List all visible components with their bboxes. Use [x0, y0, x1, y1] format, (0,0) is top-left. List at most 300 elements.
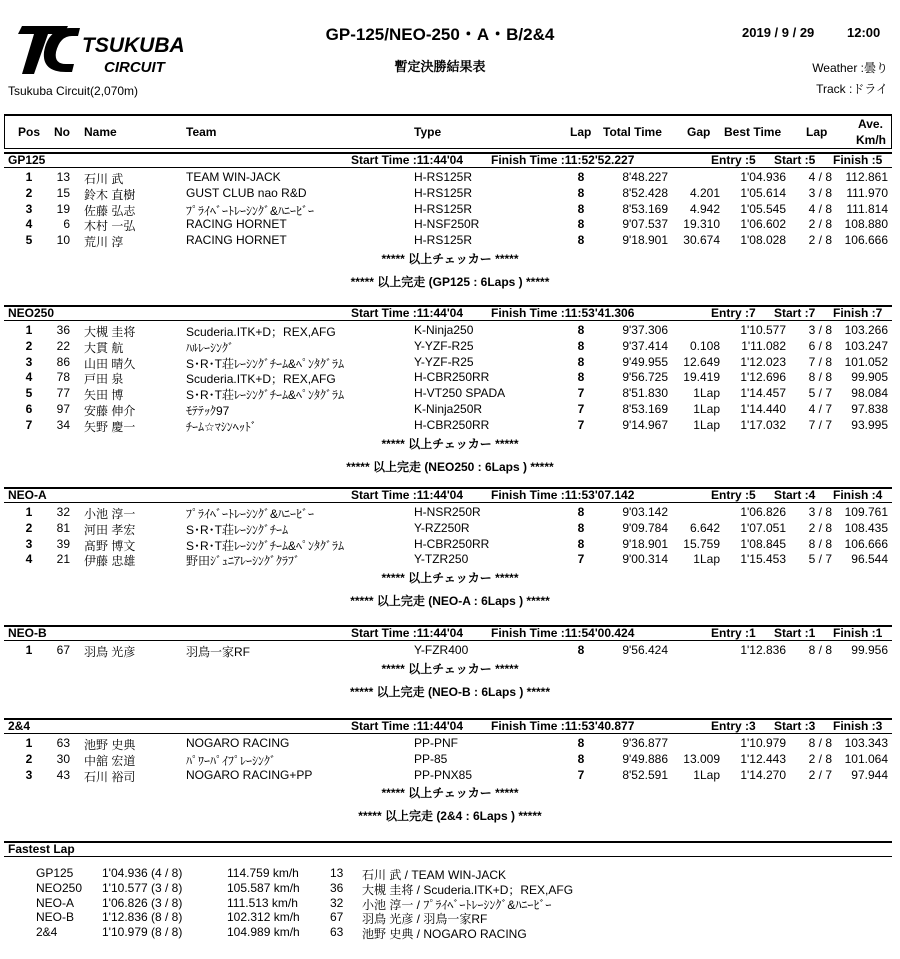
cell-name: 木村 一弘 — [84, 219, 136, 234]
cell-total: 9'37.414 — [622, 338, 668, 353]
fastest-no: 32 — [330, 895, 344, 910]
fastest-lap-row — [0, 896, 900, 910]
cell-blap: 4 / 8 — [808, 170, 832, 184]
table-row — [0, 505, 900, 519]
entry-count: Entry :3 — [711, 719, 756, 733]
cell-type: H-CBR250RR — [414, 370, 490, 385]
fastest-speed: 111.513 km/h — [227, 895, 298, 910]
entry-count: Entry :5 — [711, 153, 756, 167]
cell-best: 1'12.696 — [740, 370, 786, 385]
fastest-rider: 大槻 圭将 / Scuderia.ITK+D；REX,AFG — [362, 882, 574, 897]
cell-team: TEAM WIN-JACK — [186, 170, 281, 184]
fastest-class: NEO-B — [36, 910, 75, 925]
cell-name: 矢野 慶一 — [84, 419, 136, 434]
cell-blap: 4 / 7 — [808, 402, 832, 416]
table-row — [0, 323, 900, 337]
fastest-speed: 102.312 km/h — [227, 910, 300, 925]
fastest-speed: 114.759 km/h — [227, 866, 299, 880]
cell-blap: 6 / 8 — [808, 338, 832, 353]
cell-name: 河田 孝宏 — [84, 522, 136, 537]
finish-time: Finish Time :11:53'40.877 — [491, 719, 635, 733]
cell-type: H-CBR250RR — [414, 417, 490, 432]
checker-note: ***** 以上チェッカー ***** — [381, 661, 519, 676]
table-row — [0, 521, 900, 535]
cell-team: GUST CLUB nao R&D — [186, 185, 307, 200]
cell-total: 9'49.886 — [622, 751, 668, 766]
table-row — [0, 217, 900, 234]
entry-count: Entry :7 — [711, 306, 756, 320]
fastest-class: 2&4 — [36, 925, 58, 940]
cell-blap: 7 / 8 — [808, 354, 832, 369]
cell-gap: 12.649 — [683, 354, 720, 369]
fastest-lap-header — [4, 841, 892, 857]
cell-total: 9'18.901 — [622, 233, 668, 248]
class-header-text — [0, 305, 900, 319]
cell-team: ﾓﾃﾃｯｸ97 — [186, 404, 230, 418]
cell-no: 30 — [56, 751, 70, 766]
cell-lap: 8 — [577, 338, 585, 353]
cell-blap: 2 / 8 — [808, 233, 832, 248]
table-row — [0, 552, 900, 569]
complete-note: ***** 以上完走 (NEO-B : 6Laps ) ***** — [349, 684, 551, 699]
cell-gap: 13.009 — [683, 751, 720, 766]
fastest-lap-row — [0, 925, 900, 942]
col-team: Team — [186, 125, 217, 139]
svg-text:CIRCUIT: CIRCUIT — [104, 59, 165, 76]
cell-total: 9'18.901 — [622, 536, 668, 551]
cell-total: 9'56.424 — [622, 643, 668, 657]
cell-team: ﾌﾟﾗｲﾍﾞｰﾄﾚｰｼﾝｸﾞ&ﾊﾆｰﾋﾞｰ — [186, 507, 315, 521]
col-type: Type — [414, 125, 442, 139]
checker-note: ***** 以上チェッカー ***** — [381, 252, 519, 266]
cell-team: S･R･T荘ﾚｰｼﾝｸﾞﾁｰﾑ&ﾍﾟﾝﾀｸﾞﾗﾑ — [186, 356, 345, 371]
fastest-time: 1'12.836 (8 / 8) — [102, 910, 183, 925]
finish-time: Finish Time :11:54'00.424 — [491, 626, 635, 640]
cell-team: S･R･T荘ﾚｰｼﾝｸﾞﾁｰﾑ — [186, 522, 289, 537]
cell-name: 鈴木 直樹 — [84, 187, 136, 202]
cell-no: 43 — [56, 767, 70, 782]
cell-lap: 8 — [577, 520, 585, 535]
cell-pos: 2 — [25, 751, 33, 766]
cell-team: Scuderia.ITK+D；REX,AFG — [186, 325, 336, 339]
page-subtitle: 暫定決勝結果表 — [394, 59, 486, 74]
cell-best: 1'06.826 — [740, 505, 786, 519]
cell-gap: 0.108 — [689, 338, 720, 353]
cell-name: 大貫 航 — [84, 340, 124, 355]
cell-best: 1'06.602 — [740, 217, 786, 232]
complete-note: ***** 以上完走 (NEO-A : 6Laps ) ***** — [350, 594, 550, 609]
cell-pos: 1 — [25, 323, 33, 337]
cell-pos: 1 — [25, 170, 33, 184]
cell-ave: 101.052 — [844, 354, 888, 369]
finish-count: Finish :3 — [833, 719, 883, 733]
cell-best: 1'17.032 — [740, 417, 786, 432]
cell-ave: 103.266 — [844, 323, 888, 337]
start-count: Start :1 — [774, 626, 816, 640]
table-row — [0, 202, 900, 216]
cell-gap: 1Lap — [693, 767, 720, 782]
checker-note: ***** 以上チェッカー ***** — [381, 571, 519, 586]
cell-type: Y-RZ250R — [414, 520, 470, 535]
cell-name: 伊藤 忠雄 — [84, 554, 136, 569]
cell-ave: 99.956 — [851, 643, 888, 657]
complete-note: ***** 以上完走 (2&4 : 6Laps ) ***** — [358, 809, 542, 824]
cell-pos: 5 — [25, 233, 33, 248]
cell-best: 1'07.051 — [740, 520, 786, 535]
cell-total: 8'52.428 — [622, 185, 668, 200]
class-label: GP125 — [8, 153, 46, 167]
cell-gap: 30.674 — [683, 233, 720, 248]
cell-best: 1'14.457 — [740, 386, 786, 401]
entry-count: Entry :1 — [711, 626, 756, 640]
fastest-class: NEO-A — [36, 895, 75, 910]
cell-no: 15 — [56, 185, 70, 200]
cell-name: 矢田 博 — [84, 388, 124, 403]
fastest-class: NEO250 — [36, 880, 83, 895]
cell-no: 77 — [56, 386, 70, 401]
cell-type: Y-TZR250 — [414, 552, 469, 567]
cell-gap: 6.642 — [689, 520, 720, 535]
cell-best: 1'12.443 — [740, 751, 786, 766]
cell-gap: 4.201 — [689, 185, 720, 200]
cell-ave: 93.995 — [851, 417, 888, 432]
cell-best: 1'12.836 — [740, 643, 786, 657]
finish-count: Finish :4 — [833, 488, 883, 502]
cell-type: H-RS125R — [414, 201, 473, 216]
cell-best: 1'05.545 — [740, 201, 786, 216]
cell-ave: 97.838 — [851, 402, 888, 416]
cell-team: NOGARO RACING+PP — [186, 767, 313, 782]
col-ave: Ave. — [858, 117, 883, 131]
table-row — [0, 339, 900, 353]
cell-pos: 3 — [25, 354, 33, 369]
race-time: 12:00 — [847, 25, 881, 40]
cell-name: 荒川 淳 — [84, 235, 124, 250]
cell-no: 78 — [56, 370, 70, 385]
cell-team: ﾊﾟﾜｰﾊﾟｲﾌﾟﾚｰｼﾝｸﾞ — [186, 753, 277, 768]
cell-team: ﾁｰﾑ☆ﾏｼﾝﾍｯﾄﾞ — [186, 419, 257, 434]
table-row — [0, 736, 900, 750]
fastest-time: 1'10.979 (8 / 8) — [102, 925, 183, 940]
class-header-text — [0, 487, 900, 501]
cell-type: H-RS125R — [414, 233, 473, 248]
table-row — [0, 370, 900, 387]
cell-blap: 8 / 8 — [808, 736, 832, 750]
cell-no: 39 — [56, 536, 70, 551]
fastest-speed: 104.989 km/h — [227, 925, 300, 940]
start-time: Start Time :11:44'04 — [351, 626, 464, 640]
col-lap: Lap — [570, 125, 592, 139]
cell-blap: 8 / 8 — [808, 643, 832, 657]
cell-best: 1'15.453 — [740, 552, 786, 567]
cell-no: 21 — [56, 552, 70, 567]
col-total-time: Total Time — [603, 125, 662, 139]
cell-best: 1'08.028 — [740, 233, 786, 248]
cell-lap: 8 — [577, 505, 585, 519]
entry-count: Entry :5 — [711, 488, 756, 502]
cell-total: 9'37.306 — [622, 323, 668, 337]
cell-total: 8'53.169 — [622, 201, 668, 216]
cell-lap: 8 — [577, 370, 585, 385]
cell-best: 1'11.082 — [741, 338, 786, 353]
cell-team: S･R･T荘ﾚｰｼﾝｸﾞﾁｰﾑ&ﾍﾟﾝﾀｸﾞﾗﾑ — [186, 388, 345, 403]
fastest-time: 1'06.826 (3 / 8) — [102, 895, 183, 910]
cell-name: 佐藤 弘志 — [84, 203, 136, 218]
fastest-lap-row — [0, 866, 900, 880]
cell-type: Y-FZR400 — [414, 643, 469, 657]
cell-ave: 111.970 — [846, 185, 888, 200]
fastest-rider: 羽鳥 光彦 / 羽鳥一家RF — [362, 912, 488, 927]
cell-total: 8'53.169 — [622, 402, 668, 416]
cell-gap: 1Lap — [693, 402, 720, 416]
cell-lap: 7 — [577, 767, 585, 782]
cell-no: 67 — [56, 643, 70, 657]
track-condition: Track :ドライ — [816, 82, 888, 96]
cell-ave: 103.343 — [844, 736, 888, 750]
cell-gap: 1Lap — [693, 386, 720, 401]
cell-team: Scuderia.ITK+D；REX,AFG — [186, 372, 336, 387]
col-pos: Pos — [18, 125, 41, 139]
cell-name: 山田 晴久 — [84, 356, 136, 371]
cell-lap: 8 — [577, 736, 585, 750]
cell-pos: 1 — [25, 643, 33, 657]
cell-ave: 112.861 — [845, 170, 888, 184]
cell-lap: 8 — [577, 643, 585, 657]
cell-blap: 8 / 8 — [808, 536, 832, 551]
page-title: GP-125/NEO-250・A・B/2&4 — [325, 25, 555, 44]
table-row — [0, 186, 900, 200]
fastest-speed: 105.587 km/h — [227, 880, 300, 895]
cell-pos: 1 — [25, 736, 33, 750]
table-row — [0, 418, 900, 432]
cell-blap: 2 / 8 — [808, 520, 832, 535]
race-date: 2019 / 9 / 29 — [742, 25, 815, 40]
cell-lap: 8 — [577, 751, 585, 766]
cell-no: 81 — [56, 520, 70, 535]
fastest-rider: 小池 淳一 / ﾌﾟﾗｲﾍﾞｰﾄﾚｰｼﾝｸﾞ&ﾊﾆｰﾋﾞｰ — [362, 897, 552, 912]
cell-no: 19 — [56, 201, 70, 216]
col-no: No — [54, 125, 70, 139]
cell-no: 34 — [56, 417, 70, 432]
fastest-rider: 池野 史典 / NOGARO RACING — [362, 927, 527, 942]
class-label: NEO250 — [8, 306, 55, 320]
finish-time: Finish Time :11:53'41.306 — [491, 306, 635, 320]
col-best-time: Best Time — [724, 125, 782, 139]
fastest-class: GP125 — [36, 866, 74, 880]
finish-time: Finish Time :11:53'07.142 — [491, 488, 635, 502]
fastest-lap-title: Fastest Lap — [8, 842, 75, 856]
complete-note: ***** 以上完走 (GP125 : 6Laps ) ***** — [350, 275, 550, 289]
cell-type: K-Ninja250 — [414, 323, 474, 337]
cell-lap: 8 — [577, 170, 585, 184]
cell-ave: 97.944 — [851, 767, 888, 782]
fastest-lap-row — [0, 881, 900, 895]
cell-pos: 3 — [25, 767, 33, 782]
circuit-name: Tsukuba Circuit(2,070m) — [8, 84, 139, 98]
cell-best: 1'14.440 — [740, 402, 786, 416]
cell-lap: 7 — [577, 386, 585, 401]
checker-note: ***** 以上チェッカー ***** — [381, 786, 519, 801]
table-row — [0, 537, 900, 551]
cell-best: 1'04.936 — [740, 170, 786, 184]
cell-lap: 8 — [577, 323, 585, 337]
table-row — [0, 170, 900, 184]
cell-lap: 8 — [577, 233, 585, 248]
cell-best: 1'14.270 — [740, 767, 786, 782]
class-label: 2&4 — [8, 719, 31, 733]
cell-name: 安藤 伸介 — [84, 404, 136, 418]
start-time: Start Time :11:44'04 — [351, 719, 464, 733]
cell-lap: 8 — [577, 536, 585, 551]
cell-type: PP-PNX85 — [414, 767, 473, 782]
cell-blap: 3 / 8 — [808, 323, 832, 337]
cell-best: 1'10.979 — [740, 736, 786, 750]
cell-type: H-NSF250R — [414, 217, 480, 232]
cell-ave: 111.814 — [846, 201, 888, 216]
cell-no: 32 — [56, 505, 70, 519]
cell-name: 羽鳥 光彦 — [84, 645, 136, 659]
table-row — [0, 355, 900, 369]
table-row — [0, 386, 900, 403]
start-time: Start Time :11:44'04 — [351, 306, 464, 320]
cell-gap: 1Lap — [693, 552, 720, 567]
cell-best: 1'10.577 — [740, 323, 786, 337]
cell-no: 13 — [56, 170, 70, 184]
cell-ave: 106.666 — [844, 536, 888, 551]
cell-gap: 15.759 — [683, 536, 720, 551]
cell-pos: 3 — [25, 201, 33, 216]
col-name: Name — [84, 125, 117, 139]
cell-team: ﾊﾙﾚｰｼﾝｸﾞ — [186, 340, 235, 355]
start-time: Start Time :11:44'04 — [351, 153, 464, 167]
cell-no: 6 — [63, 217, 70, 232]
cell-pos: 4 — [25, 552, 33, 567]
cell-pos: 6 — [25, 402, 33, 416]
cell-total: 9'14.967 — [622, 417, 668, 432]
cell-type: PP-85 — [414, 751, 448, 766]
cell-best: 1'08.845 — [740, 536, 786, 551]
table-row — [0, 768, 900, 782]
cell-ave: 96.544 — [851, 552, 888, 567]
cell-type: H-RS125R — [414, 170, 473, 184]
cell-no: 86 — [56, 354, 70, 369]
cell-no: 22 — [56, 338, 70, 353]
cell-lap: 8 — [577, 354, 585, 369]
fastest-lap-row — [0, 910, 900, 927]
cell-blap: 8 / 8 — [808, 370, 832, 385]
cell-pos: 3 — [25, 536, 33, 551]
cell-ave: 108.880 — [844, 217, 888, 232]
cell-ave: 103.247 — [844, 338, 888, 353]
cell-best: 1'12.023 — [740, 354, 786, 369]
checker-note: ***** 以上チェッカー ***** — [381, 436, 519, 451]
finish-count: Finish :1 — [833, 626, 883, 640]
fastest-time: 1'04.936 (4 / 8) — [102, 866, 183, 880]
table-row — [0, 643, 900, 657]
start-count: Start :3 — [774, 719, 816, 733]
cell-blap: 7 / 7 — [808, 417, 832, 432]
table-row — [0, 233, 900, 250]
cell-team: RACING HORNET — [186, 217, 287, 232]
cell-lap: 8 — [577, 201, 585, 216]
cell-blap: 4 / 8 — [808, 201, 832, 216]
cell-pos: 4 — [25, 217, 33, 232]
class-label: NEO-B — [8, 626, 47, 640]
cell-ave: 99.905 — [851, 370, 888, 385]
cell-pos: 2 — [25, 338, 33, 353]
cell-no: 10 — [56, 233, 70, 248]
cell-total: 8'48.227 — [622, 170, 668, 184]
cell-name: 小池 淳一 — [84, 507, 136, 521]
cell-ave: 109.761 — [844, 505, 888, 519]
cell-type: K-Ninja250R — [414, 402, 483, 416]
finish-count: Finish :7 — [833, 306, 883, 320]
table-row — [0, 402, 900, 416]
cell-lap: 8 — [577, 185, 585, 200]
cell-blap: 5 / 7 — [808, 386, 832, 401]
complete-note: ***** 以上完走 (NEO250 : 6Laps ) ***** — [346, 459, 554, 474]
cell-total: 9'56.725 — [622, 370, 668, 385]
class-header-text — [0, 718, 900, 732]
cell-blap: 3 / 8 — [808, 185, 832, 200]
cell-pos: 1 — [25, 505, 33, 519]
finish-count: Finish :5 — [833, 153, 883, 167]
cell-ave: 106.666 — [844, 233, 888, 248]
cell-total: 8'51.830 — [622, 386, 668, 401]
class-header-text — [0, 625, 900, 639]
cell-total: 8'52.591 — [622, 767, 668, 782]
cell-blap: 3 / 8 — [808, 505, 832, 519]
start-time: Start Time :11:44'04 — [351, 488, 464, 502]
fastest-no: 63 — [330, 925, 344, 940]
cell-total: 9'07.537 — [622, 217, 668, 232]
cell-type: H-CBR250RR — [414, 536, 490, 551]
cell-lap: 7 — [577, 417, 585, 432]
cell-name: 中舘 宏道 — [84, 753, 136, 768]
cell-blap: 2 / 8 — [808, 217, 832, 232]
cell-no: 97 — [56, 402, 70, 416]
cell-lap: 7 — [577, 552, 585, 567]
col-best-lap: Lap — [806, 125, 828, 139]
cell-ave: 108.435 — [844, 520, 888, 535]
cell-gap: 19.419 — [683, 370, 720, 385]
col-gap: Gap — [687, 125, 711, 139]
cell-type: H-RS125R — [414, 185, 473, 200]
cell-team: RACING HORNET — [186, 233, 287, 248]
cell-name: 大槻 圭将 — [84, 325, 136, 339]
cell-no: 36 — [56, 323, 70, 337]
cell-name: 池野 史典 — [84, 738, 136, 752]
fastest-time: 1'10.577 (3 / 8) — [102, 880, 183, 895]
cell-total: 9'36.877 — [622, 736, 668, 750]
cell-best: 1'05.614 — [740, 185, 786, 200]
class-label: NEO-A — [8, 488, 47, 502]
cell-pos: 7 — [25, 417, 33, 432]
fastest-rider: 石川 武 / TEAM WIN-JACK — [362, 868, 507, 882]
table-row — [0, 752, 900, 766]
cell-team: 羽鳥一家RF — [186, 645, 250, 659]
svg-text:TSUKUBA: TSUKUBA — [82, 34, 185, 57]
cell-pos: 5 — [25, 386, 33, 401]
cell-type: H-VT250 SPADA — [414, 386, 506, 401]
start-count: Start :5 — [774, 153, 816, 167]
cell-total: 9'09.784 — [622, 520, 668, 535]
cell-no: 63 — [56, 736, 70, 750]
cell-total: 9'00.314 — [622, 552, 668, 567]
cell-pos: 2 — [25, 185, 33, 200]
cell-lap: 7 — [577, 402, 585, 416]
fastest-no: 67 — [330, 910, 344, 925]
